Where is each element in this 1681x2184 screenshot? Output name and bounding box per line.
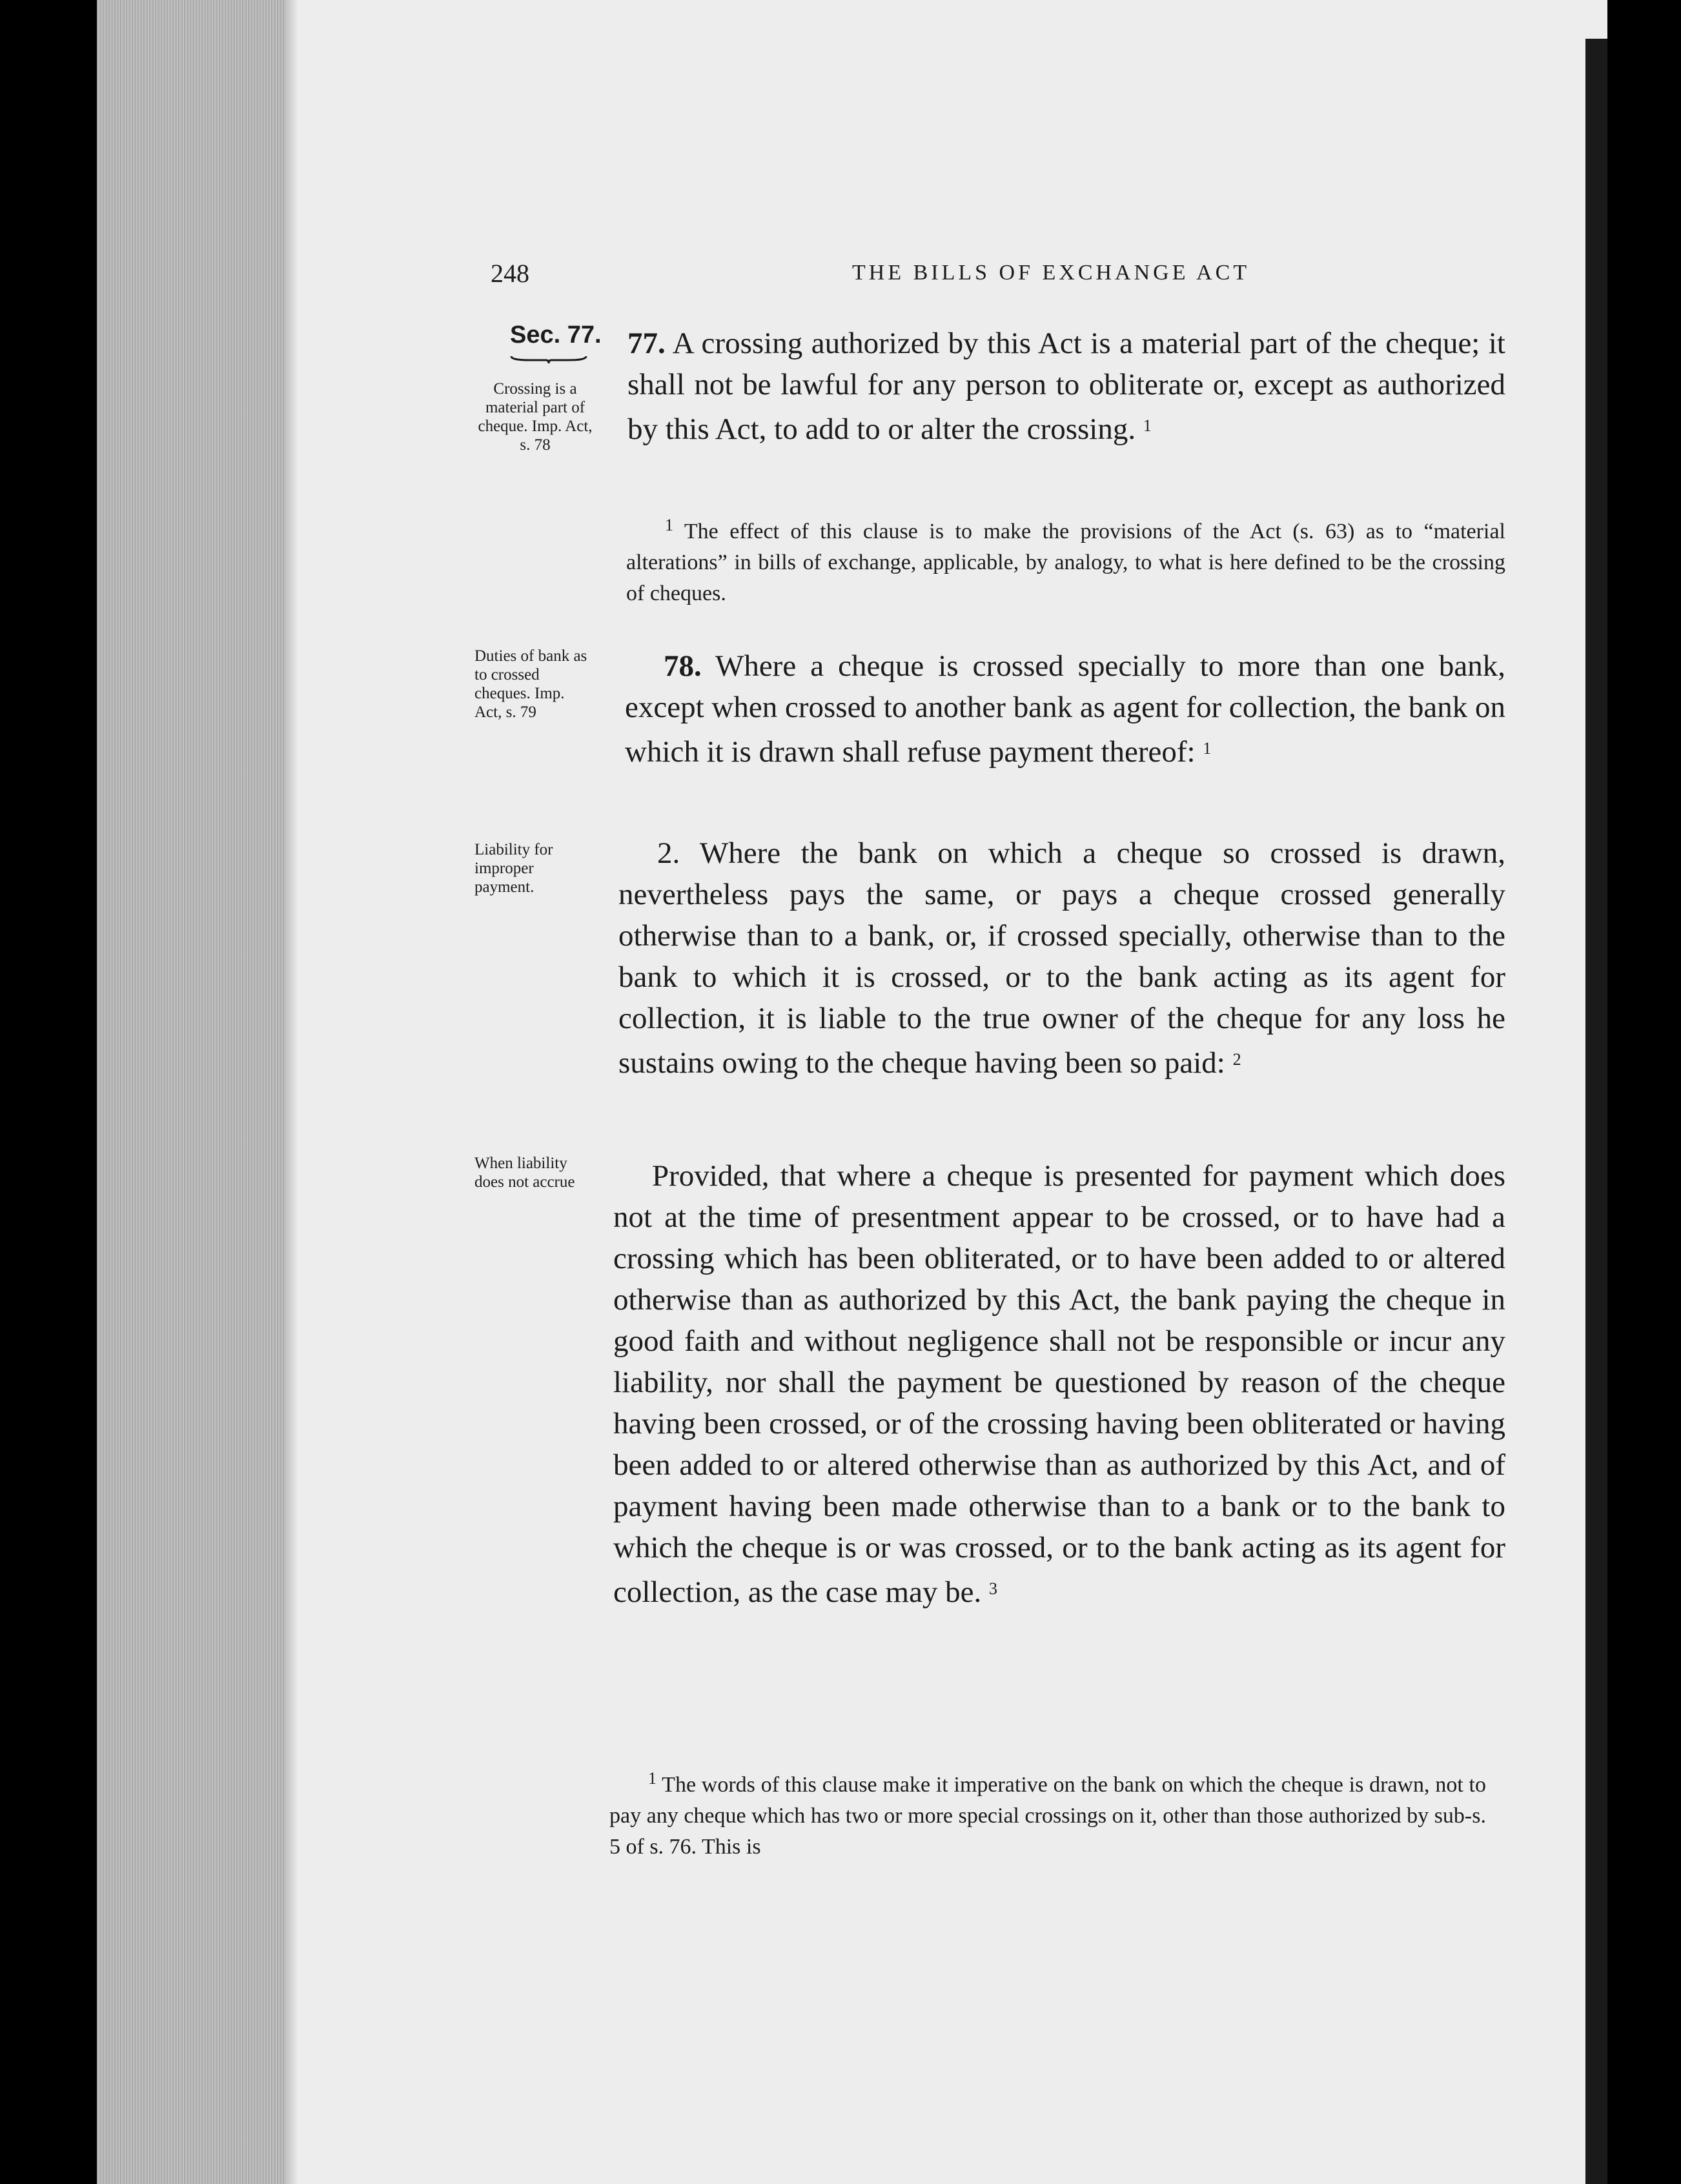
page-number: 248 <box>491 259 529 288</box>
margin-note-crossing: Crossing is a material part of cheque. Imp. Act, s. 78 <box>478 380 593 454</box>
facing-page-edge <box>1585 39 1607 2184</box>
margin-note-duties: Duties of bank as to crossed cheques. Imp. Act, s. 79 <box>474 647 587 721</box>
scan-border-right <box>1607 0 1681 2184</box>
footnote-text: The effect of this clause is to make the provisions of the Act (s. 63) as to “material alterations” in bills of exchange, applicable, by analogy, to what is here defined to be the crossing of cheques. <box>626 520 1505 605</box>
brace-icon <box>510 355 587 364</box>
section-number: 78. <box>664 649 702 683</box>
gutter-shadow <box>284 0 298 2184</box>
footnote-mark: 1 <box>665 516 673 534</box>
footnote-1 <box>626 510 1505 609</box>
proviso-text: Provided, that where a cheque is presented for payment which does not at the time of presentment appear to be crossed, or to have had a crossing which has been obliterated, or to have been added to or altered otherwise than as authorized by this Act, the bank paying the cheque in good faith and without negligence shall not be responsible or incur any liability, nor shall the payment be questioned by reason of the cheque having been crossed, or of the crossing having been obliterated or having been added to or altered otherwise than as authorized by this Act, and of payment having been made otherwise than to a bank or to the bank to which the cheque is or was crossed, or to the bank acting as its agent for collection, as the case may be. <box>613 1159 1505 1609</box>
scan-border-left <box>0 0 97 2184</box>
margin-note-no-liability: When liability does not accrue <box>474 1155 575 1191</box>
section-label: Sec. 77. <box>510 321 602 349</box>
margin-note-liability: Liability for improper payment. <box>474 841 553 896</box>
footnote-mark: 1 <box>648 1769 657 1788</box>
section-number: 77. <box>627 327 666 360</box>
section-78-subsection-2 <box>618 833 1505 1084</box>
footnote-text: The words of this clause make it imperative on the bank on which the cheque is drawn, not to pay any cheque which has two or more special crossings on it, other than those authorized by sub-s. 5 of s. 76. This is <box>609 1773 1486 1859</box>
note-mark: 1 <box>1143 416 1152 435</box>
section-text: Where a cheque is crossed specially to more than one bank, except when crossed to another bank as agent for collection, the bank on which it is drawn shall refuse payment thereof: <box>625 649 1505 769</box>
running-title: THE BILLS OF EXCHANGE ACT <box>852 261 1250 285</box>
page-header <box>491 258 1285 297</box>
proviso <box>613 1155 1505 1613</box>
book-page-edges <box>97 0 284 2184</box>
subsection-number: 2. <box>657 836 680 870</box>
section-77 <box>627 323 1505 450</box>
section-78 <box>625 645 1505 773</box>
note-mark: 3 <box>989 1579 998 1598</box>
note-mark: 1 <box>1203 739 1212 758</box>
footnote-2 <box>609 1763 1486 1863</box>
note-mark: 2 <box>1232 1050 1241 1069</box>
subsection-text: Where the bank on which a cheque so crossed is drawn, nevertheless pays the same, or pays a cheque crossed generally otherwise than to a bank, or, if crossed specially, otherwise than to the bank to which it is crossed, or to the bank acting as its agent for collection, it is liable to the true owner of the cheque for any loss he sustains owing to the cheque having been so paid: <box>618 836 1505 1080</box>
section-text: A crossing authorized by this Act is a material part of the cheque; it shall not be lawful for any person to obliterate or, except as authorized by this Act, to add to or alter the crossing. <box>627 327 1505 446</box>
